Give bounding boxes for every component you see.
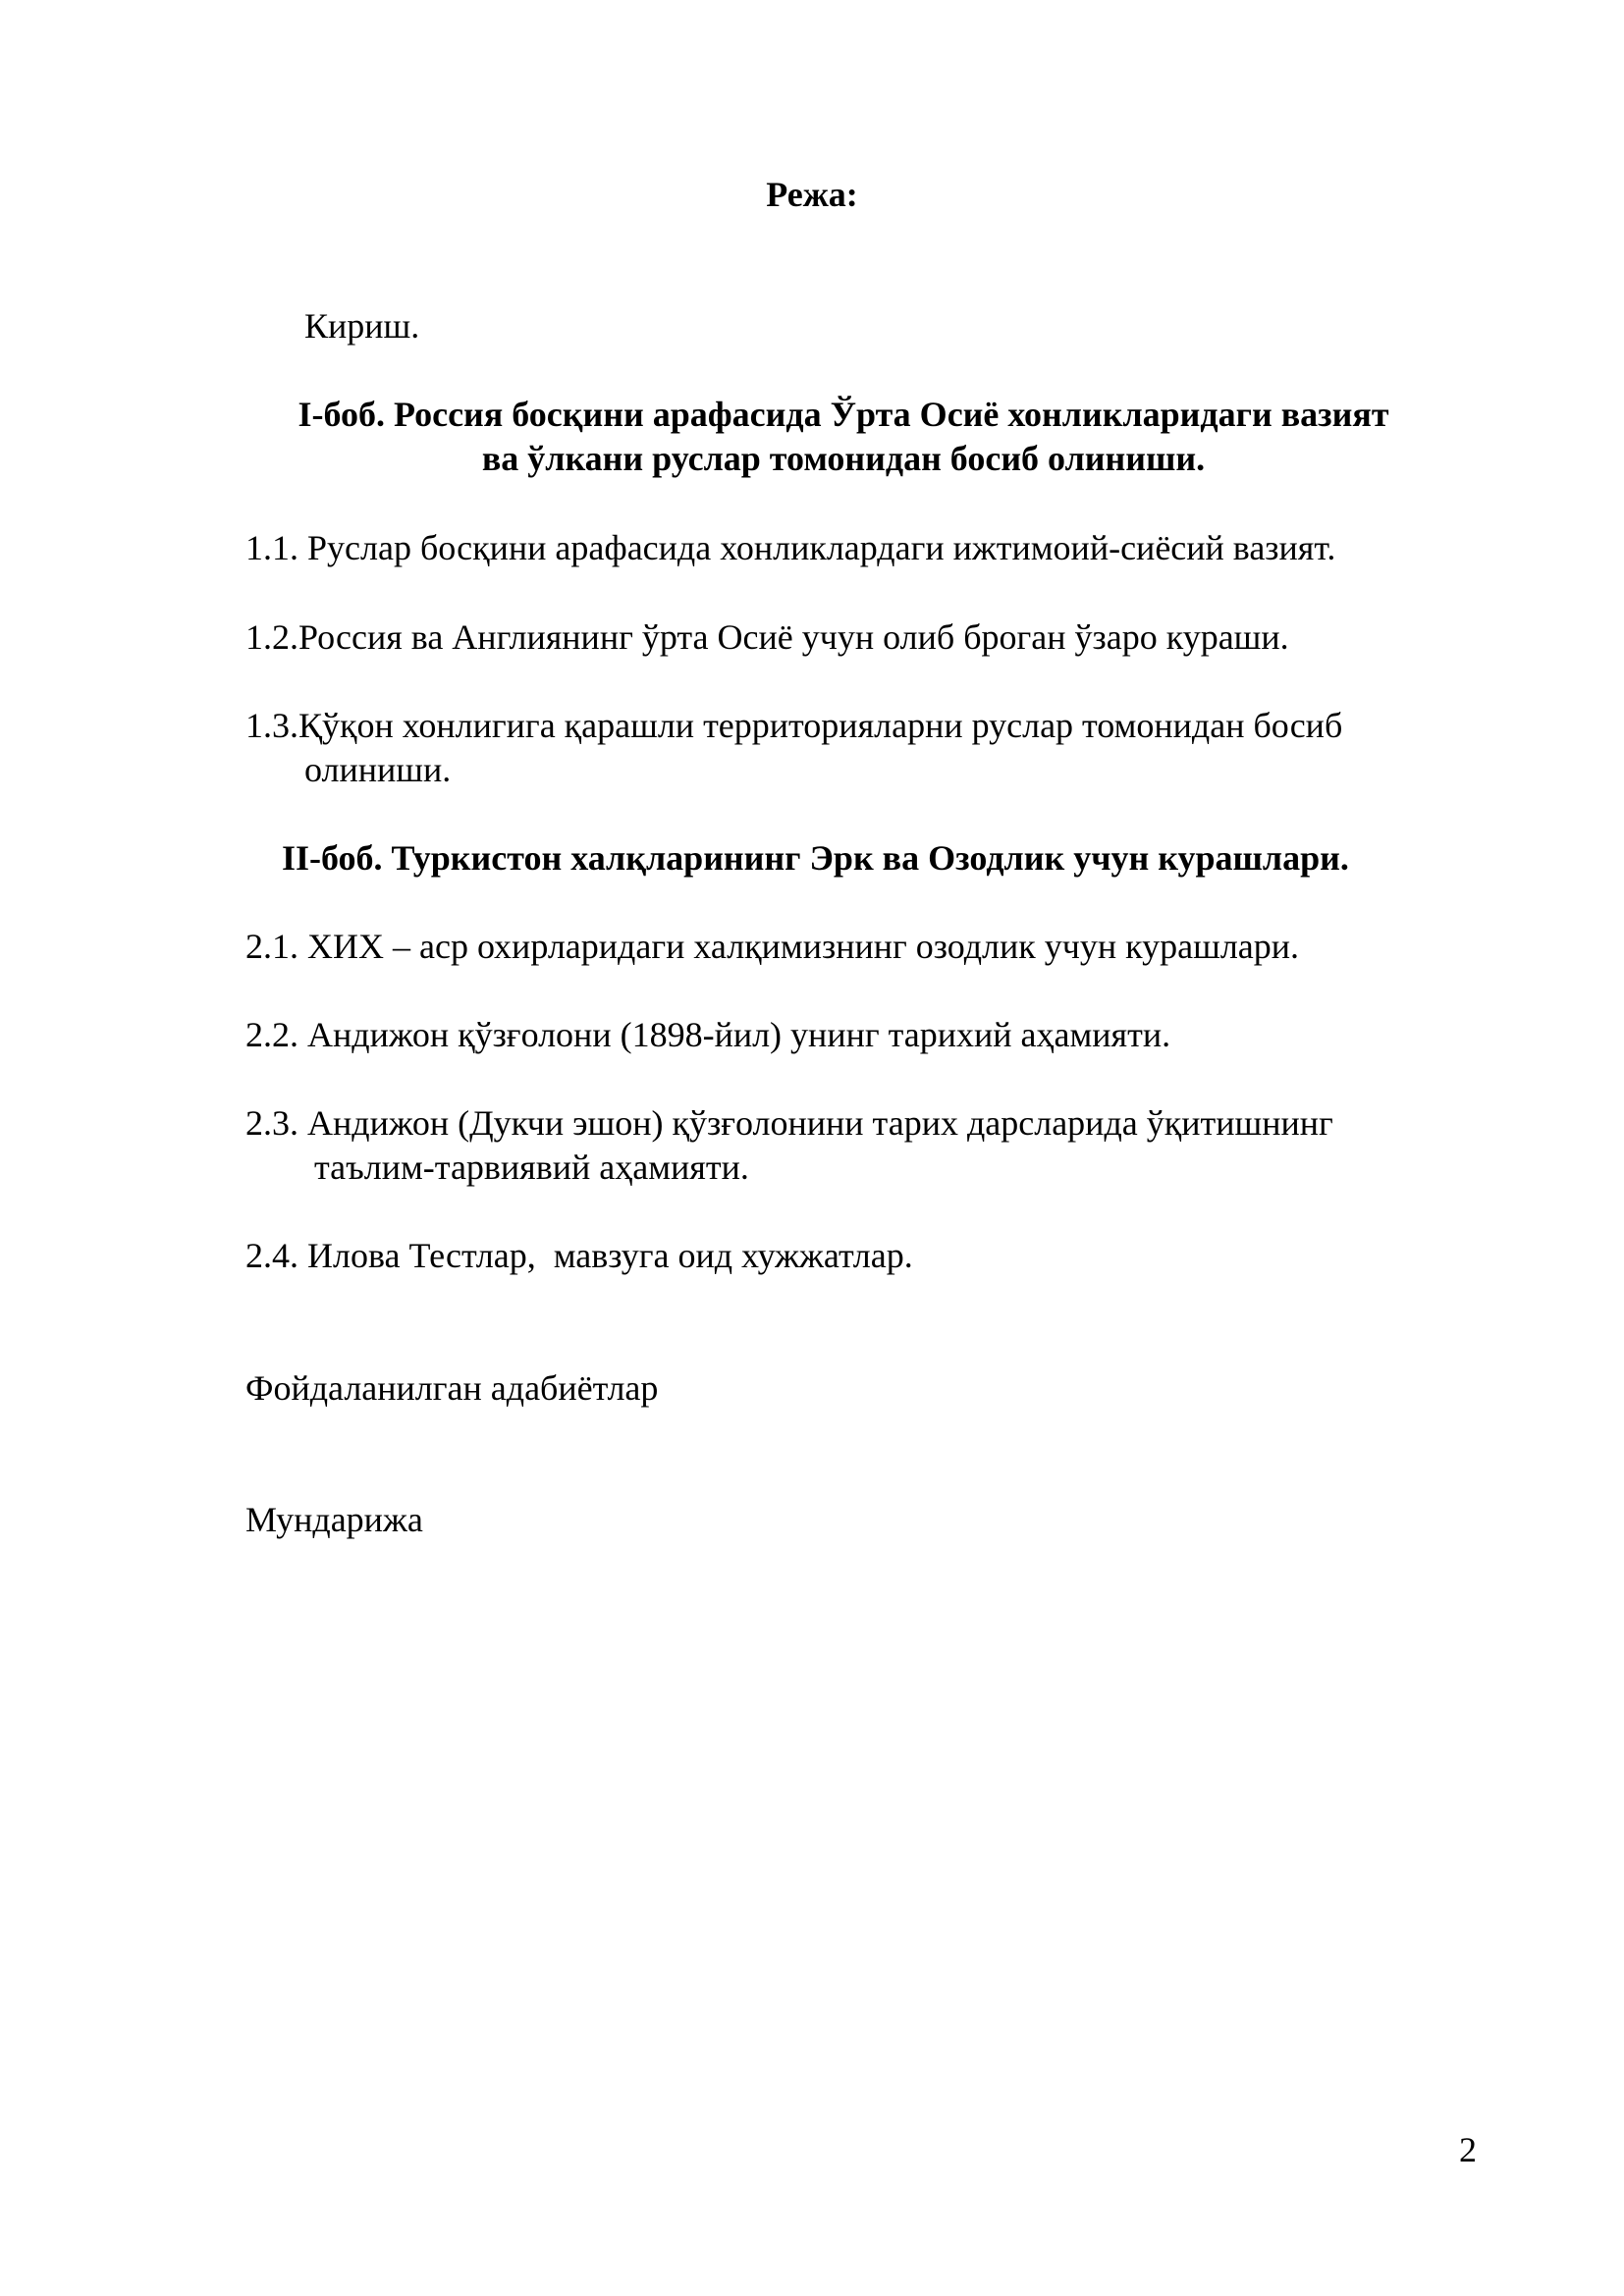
toc-item-1-3: 1.3.Қўқон хонлигига қарашли территорияларни руслар томонидан босиб [245,706,1343,745]
toc-item-1-3-continuation: олиниши. [304,750,452,789]
chapter2-heading: II-боб. Туркистон халқларининг Эрк ва Озодлик учун курашлари. [282,838,1349,878]
toc-item-2-2: 2.2. Андижон қўзғолони (1898-йил) унинг тарихий аҳамияти. [245,1015,1171,1054]
toc-item-2-4: 2.4. Илова Тестлар, мавзуга оид хужжатлар. [245,1236,913,1275]
chapter1-heading-line1: I-боб. Россия босқини арафасида Ўрта Осиё хонликларидаги вазият [298,395,1389,434]
bibliography-item: Фойдаланилган адабиётлар [245,1368,659,1408]
toc-item-2-3-continuation: таълим-тарвиявий аҳамияти. [314,1148,749,1187]
intro-item: Кириш. [304,306,420,346]
chapter1-heading-line2: ва ўлкани руслар томонидан босиб олиниши. [481,439,1206,478]
page-title: Режа: [766,175,858,214]
toc-item-1-1: 1.1. Руслар босқини арафасида хонликлардаги ижтимоий-сиёсий вазият. [245,528,1336,567]
toc-item-1-2: 1.2.Россия ва Англиянинг ўрта Осиё учун олиб броган ўзаро кураши. [245,617,1289,657]
toc-item-2-1: 2.1. ХИХ – аср охирларидаги халқимизнинг озодлик учун курашлари. [245,927,1300,966]
page-number: 2 [1459,2130,1477,2169]
contents-item: Мундарижа [245,1500,423,1539]
toc-item-2-3: 2.3. Андижон (Дукчи эшон) қўзғолонини тарих дарсларида ўқитишнинг [245,1103,1333,1143]
